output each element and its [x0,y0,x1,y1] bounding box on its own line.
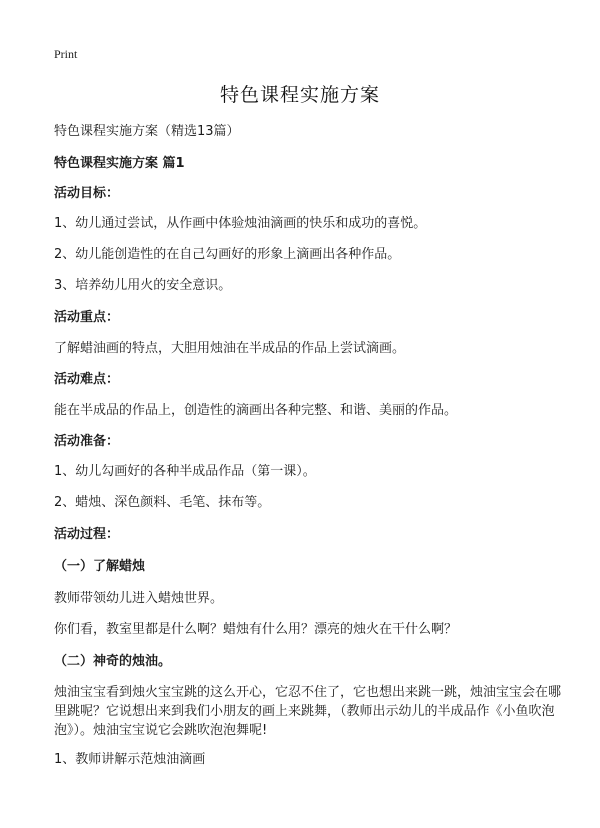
section-heading: 特色课程实施方案 篇1 [54,156,185,171]
focus-text: 了解蜡油画的特点，大胆用烛油在半成品的作品上尝试滴画。 [54,341,406,356]
step2-paragraph: 烛油宝宝看到烛火宝宝跳的这么开心，它忍不住了，它也想出来跳一跳，烛油宝宝会在哪里跳呢？它说想出来到我们小朋友的画上来跳舞，（教师出示幼儿的半成品作《小鱼吹泡泡》）。烛油宝宝说它会跳吹泡泡舞呢! [54,685,562,738]
print-label: Print [54,47,78,61]
prep-item-2: 2、蜡烛、深色颜料、毛笔、抹布等。 [54,495,271,510]
step1-heading: （一）了解蜡烛 [54,559,146,574]
prep-heading: 活动准备： [54,434,120,449]
difficulty-text: 能在半成品的作品上，创造性的滴画出各种完整、和谐、美丽的作品。 [54,403,458,418]
prep-item-1: 1、幼儿勾画好的各种半成品作品（第一课）。 [54,464,316,479]
step1-line-1: 教师带领幼儿进入蜡烛世界。 [54,591,224,606]
goal-item-3: 3、培养幼儿用火的安全意识。 [54,278,232,293]
goals-heading: 活动目标： [54,186,120,201]
process-heading: 活动过程： [54,527,120,542]
step2-heading: （二）神奇的烛油。 [54,654,172,669]
document-subtitle: 特色课程实施方案（精选13篇） [54,124,240,139]
goal-item-1: 1、幼儿通过尝试，从作画中体验烛油滴画的快乐和成功的喜悦。 [54,216,427,231]
document-title: 特色课程实施方案 [219,84,380,106]
focus-heading: 活动重点： [54,310,120,325]
step1-line-2: 你们看，教室里都是什么啊？蜡烛有什么用？漂亮的烛火在干什么啊？ [54,622,458,637]
goal-item-2: 2、幼儿能创造性的在自己勾画好的形象上滴画出各种作品。 [54,247,401,262]
step2-sub-item: 1、教师讲解示范烛油滴画 [54,752,206,767]
difficulty-heading: 活动难点： [54,372,120,387]
